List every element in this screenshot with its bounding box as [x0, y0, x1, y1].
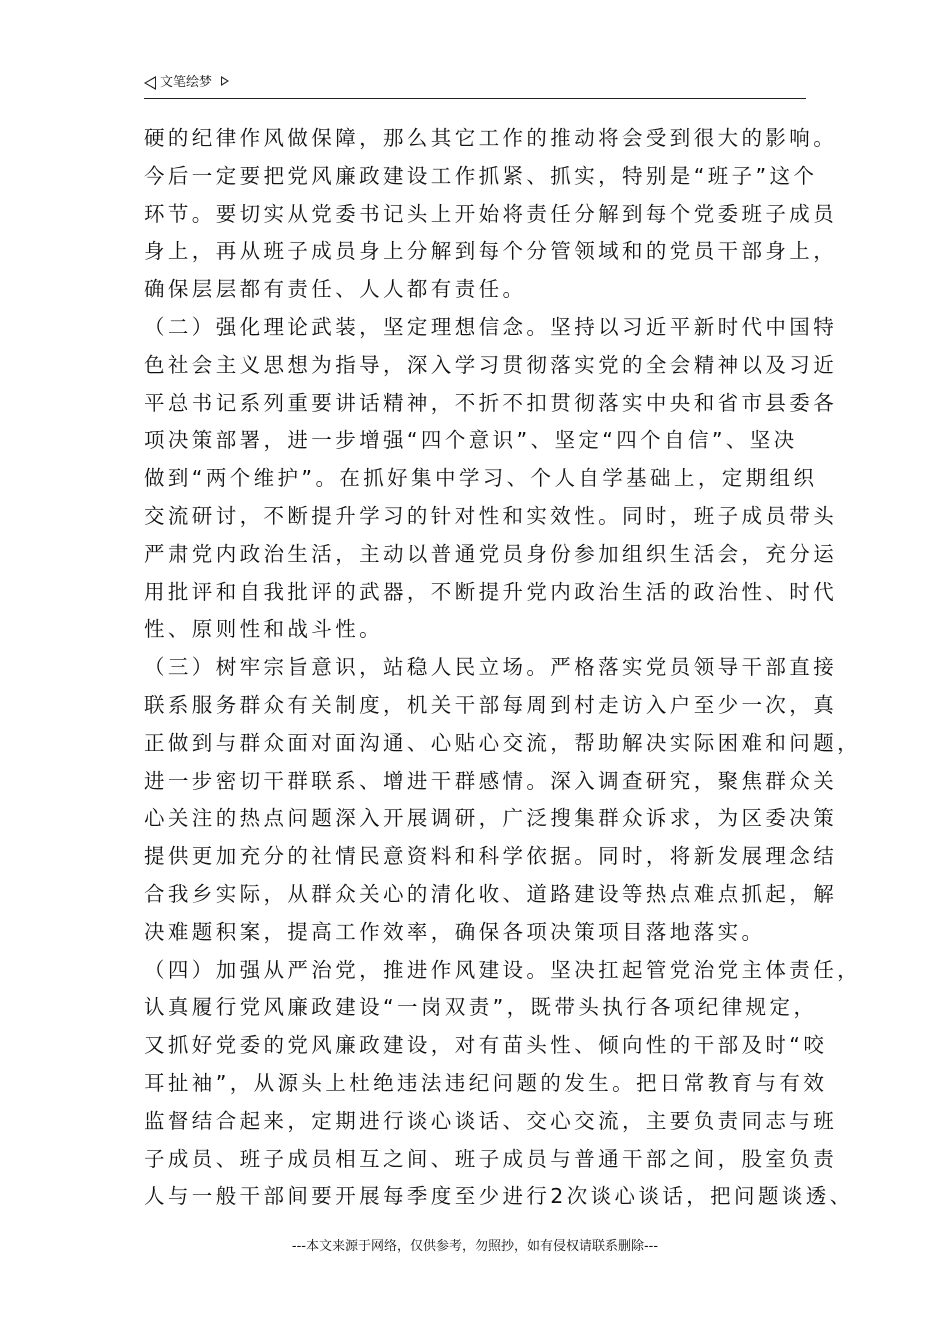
body-line: （二）强化理论武装，坚定理想信念。坚持以习近平新时代中国特 — [144, 314, 838, 339]
body-line: 决难题积案，提高工作效率，确保各项决策项目落地落实。 — [144, 919, 766, 944]
right-triangle-icon — [221, 76, 229, 86]
body-line: 色社会主义思想为指导，深入学习贯彻落实党的全会精神以及习近 — [144, 352, 838, 377]
page-header — [144, 72, 806, 99]
body-line: 耳扯袖”，从源头上杜绝违法违纪问题的发生。把日常教育与有效 — [144, 1070, 828, 1095]
footer-notice: ---本文来源于网络，仅供参考，勿照抄，如有侵权请联系删除--- — [291, 1239, 659, 1254]
left-triangle-icon — [144, 76, 156, 90]
document-body — [144, 120, 861, 1216]
body-line: 子成员、班子成员相互之间、班子成员与普通干部之间，股室负责 — [144, 1146, 838, 1171]
body-line: 环节。要切实从党委书记头上开始将责任分解到每个党委班子成员 — [144, 201, 838, 226]
header-brand: 文笔绘梦 — [160, 75, 213, 90]
body-line: 提供更加充分的社情民意资料和科学依据。同时，将新发展理念结 — [144, 844, 838, 869]
body-line: 身上，再从班子成员身上分解到每个分管领域和的党员干部身上， — [144, 239, 838, 264]
body-line: 人与一般干部间要开展每季度至少进行2次谈心谈话，把问题谈透、 — [144, 1184, 854, 1209]
body-line: 心关注的热点问题深入开展调研，广泛搜集群众诉求，为区委决策 — [144, 806, 838, 831]
body-line: 监督结合起来，定期进行谈心谈话、交心交流，主要负责同志与班 — [144, 1108, 838, 1133]
body-line: 严肃党内政治生活，主动以普通党员身份参加组织生活会，充分运 — [144, 541, 838, 566]
header-brand-group — [144, 74, 229, 92]
body-line: 正做到与群众面对面沟通、心贴心交流，帮助解决实际困难和问题， — [144, 730, 861, 755]
body-line: 性、原则性和战斗性。 — [144, 617, 383, 642]
body-line: 交流研讨，不断提升学习的针对性和实效性。同时，班子成员带头 — [144, 503, 838, 528]
body-line: 确保层层都有责任、人人都有责任。 — [144, 277, 527, 302]
body-line: 做到“两个维护”。在抓好集中学习、个人自学基础上，定期组织 — [144, 466, 818, 491]
body-line: 联系服务群众有关制度，机关干部每周到村走访入户至少一次，真 — [144, 692, 838, 717]
body-line: 进一步密切干群联系、增进干群感情。深入调查研究，聚焦群众关 — [144, 768, 838, 793]
body-line: 硬的纪律作风做保障，那么其它工作的推动将会受到很大的影响。 — [144, 126, 838, 150]
body-line: （三）树牢宗旨意识，站稳人民立场。严格落实党员领导干部直接 — [144, 655, 838, 680]
body-line: 项决策部署，进一步增强“四个意识”、坚定“四个自信”、坚决 — [144, 428, 798, 453]
body-line: 合我乡实际，从群众关心的清化收、道路建设等热点难点抓起，解 — [144, 881, 838, 906]
body-line: （四）加强从严治党，推进作风建设。坚决扛起管党治党主体责任， — [144, 957, 861, 982]
body-line: 平总书记系列重要讲话精神，不折不扣贯彻落实中央和省市县委各 — [144, 390, 838, 415]
body-line: 认真履行党风廉政建设“一岗双责”，既带头执行各项纪律规定， — [144, 995, 818, 1020]
body-line: 今后一定要把党风廉政建设工作抓紧、抓实，特别是“班子”这个 — [144, 163, 818, 188]
body-line: 又抓好党委的党风廉政建设，对有苗头性、倾向性的干部及时“咬 — [144, 1033, 828, 1058]
body-line: 用批评和自我批评的武器，不断提升党内政治生活的政治性、时代 — [144, 579, 838, 604]
